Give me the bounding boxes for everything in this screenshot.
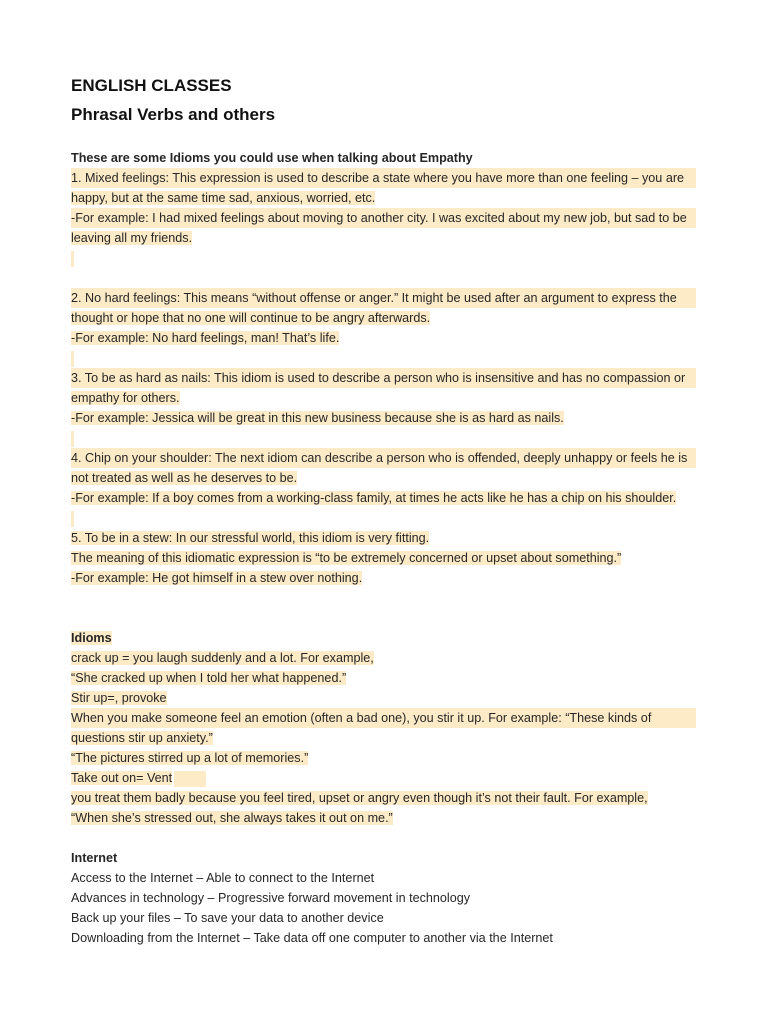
empathy-item-4 [71, 448, 696, 508]
paragraph-line: 4. Chip on your shoulder: The next idiom can describe a person who is offended, deeply unhappy or feels he is [71, 448, 696, 468]
example-line: leaving all my friends. [71, 231, 193, 245]
highlight-stub [71, 348, 696, 368]
empathy-item-2 [71, 288, 696, 348]
internet-heading: Internet [71, 851, 118, 865]
paragraph-line: The meaning of this idiomatic expression is “to be extremely concerned or upset about something.” [71, 551, 622, 565]
highlight-stub [71, 508, 696, 528]
internet-line: Access to the Internet – Able to connect to the Internet [71, 871, 375, 885]
example-line: -For example: He got himself in a stew over nothing. [71, 571, 363, 585]
internet-line: Downloading from the Internet – Take data off one computer to another via the Internet [71, 931, 553, 945]
paragraph-line: 2. No hard feelings: This means “without offense or anger.” It might be used after an argument to express the [71, 288, 696, 308]
internet-line: Advances in technology – Progressive forward movement in technology [71, 891, 471, 905]
empathy-heading: These are some Idioms you could use when talking about Empathy [71, 151, 473, 165]
idiom-line: “The pictures stirred up a lot of memories.” [71, 751, 309, 765]
paragraph-line: happy, but at the same time sad, anxious, worried, etc. [71, 191, 376, 205]
paragraph-line: 3. To be as hard as nails: This idiom is used to describe a person who is insensitive and has no compassion or [71, 368, 696, 388]
idiom-line: “She cracked up when I told her what happened.” [71, 671, 347, 685]
paragraph-line: 1. Mixed feelings: This expression is used to describe a state where you have more than one feeling – you are [71, 168, 696, 188]
highlight-stub [71, 248, 696, 268]
idioms-heading: Idioms [71, 631, 112, 645]
internet-line: Back up your files – To save your data to another device [71, 911, 384, 925]
idiom-line: “When she’s stressed out, she always takes it out on me.” [71, 811, 393, 825]
idiom-line: questions stir up anxiety.” [71, 731, 213, 745]
paragraph-line: not treated as well as he deserves to be. [71, 471, 298, 485]
idiom-line: Take out on= Vent [71, 771, 173, 785]
idiom-line: When you make someone feel an emotion (often a bad one), you stir it up. For example: “These kinds of [71, 708, 696, 728]
document-page [71, 75, 696, 948]
idiom-line: Stir up=, provoke [71, 691, 167, 705]
example-line: -For example: No hard feelings, man! That’s life. [71, 331, 340, 345]
example-line: -For example: If a boy comes from a working-class family, at times he acts like he has a chip on his shoulder. [71, 491, 677, 505]
idioms-section [71, 628, 696, 828]
paragraph-line: 5. To be in a stew: In our stressful world, this idiom is very fitting. [71, 531, 430, 545]
idiom-line: crack up = you laugh suddenly and a lot. For example, [71, 651, 374, 665]
paragraph-line: empathy for others. [71, 391, 180, 405]
empathy-item-1 [71, 168, 696, 248]
document-title: ENGLISH CLASSES [71, 76, 232, 95]
empathy-item-5 [71, 528, 696, 588]
paragraph-line: thought or hope that no one will continue to be angry afterwards. [71, 311, 431, 325]
document-subtitle: Phrasal Verbs and others [71, 105, 276, 124]
highlight-stub [71, 428, 696, 448]
internet-section [71, 848, 696, 948]
example-line: -For example: I had mixed feelings about moving to another city. I was excited about my new job, but sad to be [71, 208, 696, 228]
document-body [71, 148, 696, 948]
idiom-line: you treat them badly because you feel tired, upset or angry even though it’s not their fault. For example, [71, 791, 648, 805]
example-line: -For example: Jessica will be great in this new business because she is as hard as nails. [71, 411, 564, 425]
empathy-item-3 [71, 368, 696, 428]
